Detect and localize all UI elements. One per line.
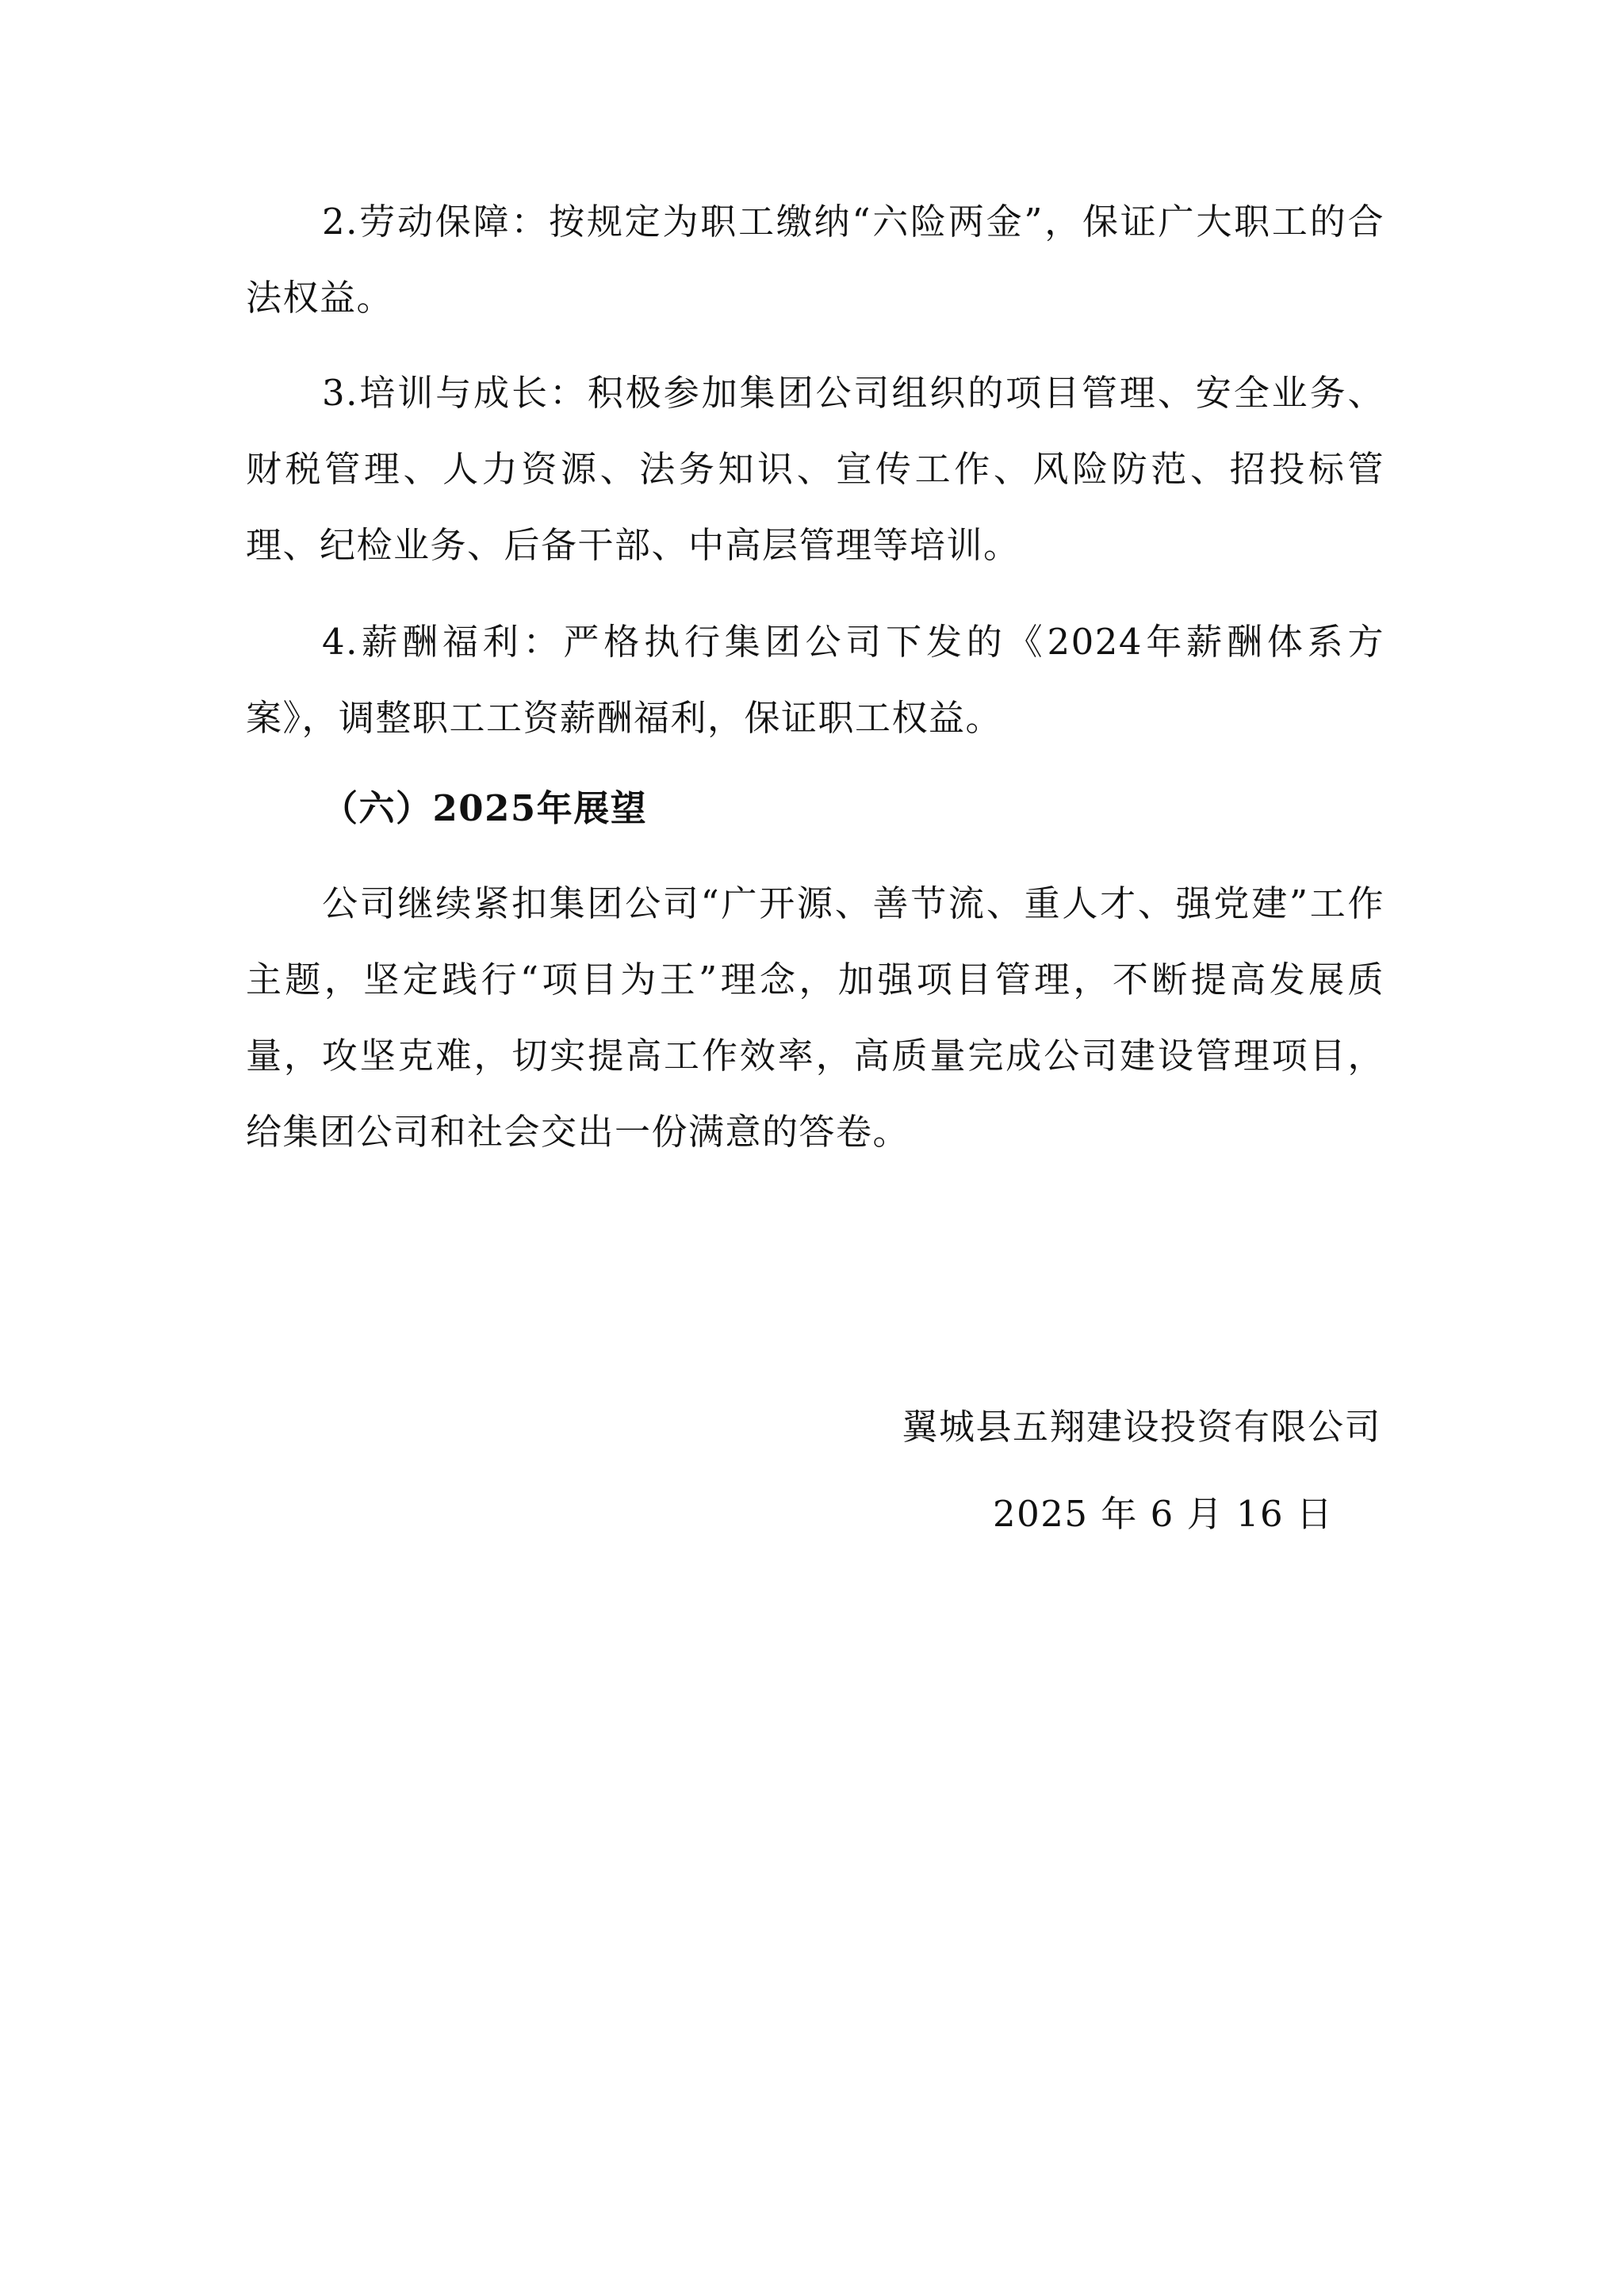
paragraph-text: 4.薪酬福利：严格执行集团公司下发的《2024年薪酬体系方案》，调整职工工资薪酬福利，保证职工权益。 [246,621,1385,739]
signature-company: 翼城县五翔建设投资有限公司 [902,1406,1381,1448]
paragraph-text: 公司继续紧扣集团公司“广开源、善节流、重人才、强党建”工作主题，坚定践行“项目为王”理念，加强项目管理，不断提高发展质量，攻坚克难，切实提高工作效率，高质量完成公司建设管理项目，给集团公司和社会交出一份满意的答卷。 [246,882,1385,1153]
paragraph-salary-welfare [246,604,1385,756]
paragraph-outlook [246,866,1385,1170]
signature-date: 2025 年 6 月 16 日 [993,1493,1334,1535]
paragraph-text: 2.劳动保障：按规定为职工缴纳“六险两金”，保证广大职工的合法权益。 [246,201,1385,319]
paragraph-training [246,355,1385,584]
paragraph-text: 3.培训与成长：积极参加集团公司组织的项目管理、安全业务、财税管理、人力资源、法务知识、宣传工作、风险防范、招投标管理、纪检业务、后备干部、中高层管理等培训。 [246,372,1385,566]
section-heading: （六）2025年展望 [322,787,648,829]
paragraph-labor-protection [246,184,1385,336]
section-heading-outlook [246,771,1385,847]
